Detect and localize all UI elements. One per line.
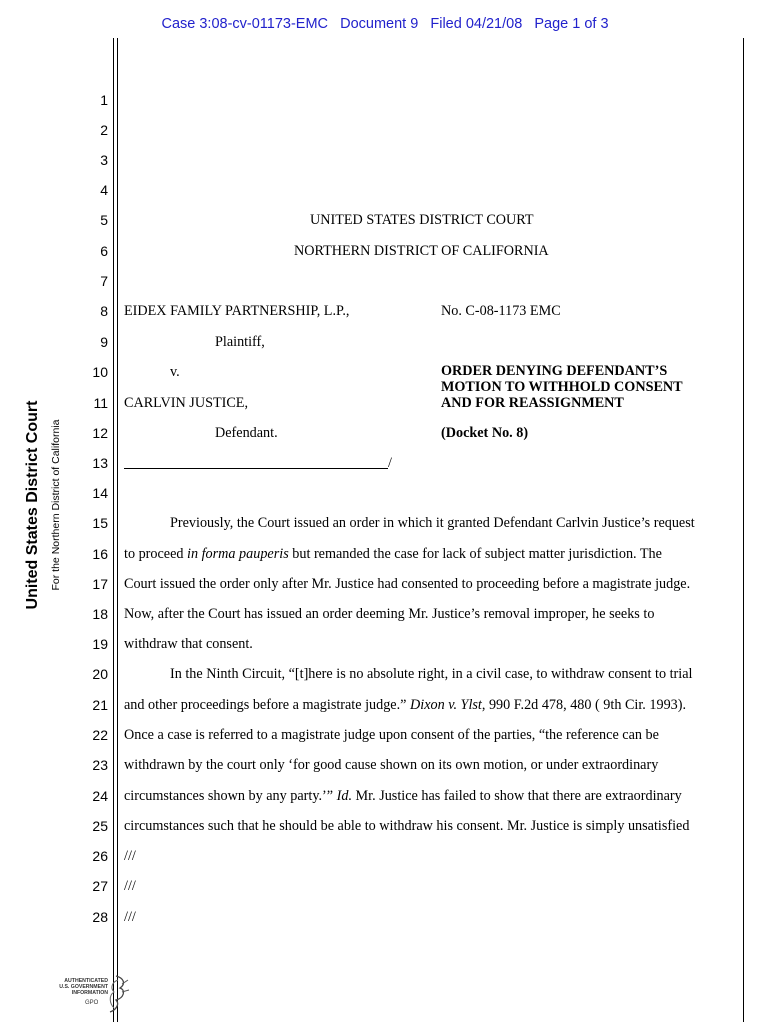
gpo-authentication-seal xyxy=(40,974,130,1014)
gpo-line-3: INFORMATION xyxy=(71,990,108,996)
body-line-23: withdrawn by the court only ‘for good cause shown on its own motion, or under extraordinary xyxy=(124,757,659,773)
line-number-24: 24 xyxy=(92,788,108,804)
line-number-7: 7 xyxy=(100,273,108,289)
body-line-21-c: , 990 F.2d 478, 480 ( 9th Cir. 1993). xyxy=(481,697,687,713)
caption-district: NORTHERN DISTRICT OF CALIFORNIA xyxy=(294,243,549,259)
line-number-21: 21 xyxy=(92,697,108,713)
line-number-3: 3 xyxy=(100,152,108,168)
body-line-20: In the Ninth Circuit, “[t]here is no absolute right, in a civil case, to withdraw consent to trial xyxy=(170,666,693,682)
left-margin-rule-2 xyxy=(117,38,118,1022)
right-margin-rule xyxy=(743,38,744,1022)
case-number: No. C-08-1173 EMC xyxy=(441,303,561,319)
order-title-line-1: ORDER DENYING DEFENDANT’S xyxy=(441,363,668,379)
line-number-8: 8 xyxy=(100,303,108,319)
body-line-24-a: circumstances shown by any party.’” xyxy=(124,788,337,804)
gpo-line-2: U.S. GOVERNMENT xyxy=(59,984,108,990)
body-line-22: Once a case is referred to a magistrate judge upon consent of the parties, “the reference can be xyxy=(124,727,659,743)
body-line-16-italic: in forma pauperis xyxy=(187,546,289,562)
body-line-27: /// xyxy=(124,878,136,894)
line-number-4: 4 xyxy=(100,182,108,198)
line-number-13: 13 xyxy=(92,455,108,471)
body-line-18: Now, after the Court has issued an order deeming Mr. Justice’s removal improper, he seeks to xyxy=(124,606,655,622)
docket-number: (Docket No. 8) xyxy=(441,425,529,441)
line-number-18: 18 xyxy=(92,606,108,622)
gpo-eagle-icon xyxy=(102,974,132,1014)
body-line-28: /// xyxy=(124,909,136,925)
body-line-24 xyxy=(124,787,682,805)
gpo-seal-text xyxy=(40,978,108,996)
line-number-5: 5 xyxy=(100,212,108,228)
body-line-26: /// xyxy=(124,848,136,864)
body-line-21-italic: Dixon v. Ylst xyxy=(410,697,482,713)
body-line-16-a: to proceed xyxy=(124,546,188,562)
line-number-15: 15 xyxy=(92,515,108,531)
left-margin-rule-1 xyxy=(113,38,114,1022)
body-line-21-a: and other proceedings before a magistrate judge.” xyxy=(124,697,410,713)
defendant-name: CARLVIN JUSTICE, xyxy=(124,395,249,411)
caption-underline xyxy=(124,468,388,469)
line-number-27: 27 xyxy=(92,878,108,894)
side-court-label: United States District Court xyxy=(24,400,41,610)
line-number-12: 12 xyxy=(92,425,108,441)
body-line-19: withdraw that consent. xyxy=(124,636,253,652)
plaintiff-role: Plaintiff, xyxy=(215,334,265,350)
body-line-16-c: but remanded the case for lack of subject matter jurisdiction. The xyxy=(288,546,662,562)
line-number-19: 19 xyxy=(92,636,108,652)
line-number-6: 6 xyxy=(100,243,108,259)
body-line-15: Previously, the Court issued an order in which it granted Defendant Carlvin Justice’s request xyxy=(170,515,695,531)
line-number-25: 25 xyxy=(92,818,108,834)
gpo-label: GPO xyxy=(85,1000,99,1006)
line-number-2: 2 xyxy=(100,122,108,138)
case-header: Case 3:08-cv-01173-EMC Document 9 Filed 04/21/08 Page 1 of 3 xyxy=(161,16,609,32)
body-line-16 xyxy=(124,545,662,563)
side-district-label: For the Northern District of California xyxy=(50,419,62,591)
line-number-10: 10 xyxy=(92,364,108,380)
body-line-25: circumstances such that he should be able to withdraw his consent. Mr. Justice is simply unsatisfied xyxy=(124,818,690,834)
line-number-28: 28 xyxy=(92,909,108,925)
line-number-20: 20 xyxy=(92,666,108,682)
order-title-line-3: AND FOR REASSIGNMENT xyxy=(441,395,624,411)
plaintiff-name: EIDEX FAMILY PARTNERSHIP, L.P., xyxy=(124,303,350,319)
body-line-21 xyxy=(124,696,686,714)
line-number-22: 22 xyxy=(92,727,108,743)
line-number-17: 17 xyxy=(92,576,108,592)
order-title-line-2: MOTION TO WITHHOLD CONSENT xyxy=(441,379,683,395)
defendant-role: Defendant. xyxy=(215,425,278,441)
body-line-24-c: Mr. Justice has failed to show that there are extraordinary xyxy=(352,788,682,804)
caption-court: UNITED STATES DISTRICT COURT xyxy=(310,212,534,228)
line-number-23: 23 xyxy=(92,757,108,773)
line-number-9: 9 xyxy=(100,334,108,350)
line-number-26: 26 xyxy=(92,848,108,864)
body-line-17: Court issued the order only after Mr. Justice had consented to proceeding before a magistrate judge. xyxy=(124,576,691,592)
line-number-14: 14 xyxy=(92,485,108,501)
caption-slash: / xyxy=(388,455,392,471)
body-line-24-italic: Id. xyxy=(336,788,352,804)
line-number-11: 11 xyxy=(93,395,108,411)
line-number-16: 16 xyxy=(92,546,108,562)
gpo-line-1: AUTHENTICATED xyxy=(64,978,108,984)
versus: v. xyxy=(170,364,180,380)
line-number-1: 1 xyxy=(100,92,108,108)
